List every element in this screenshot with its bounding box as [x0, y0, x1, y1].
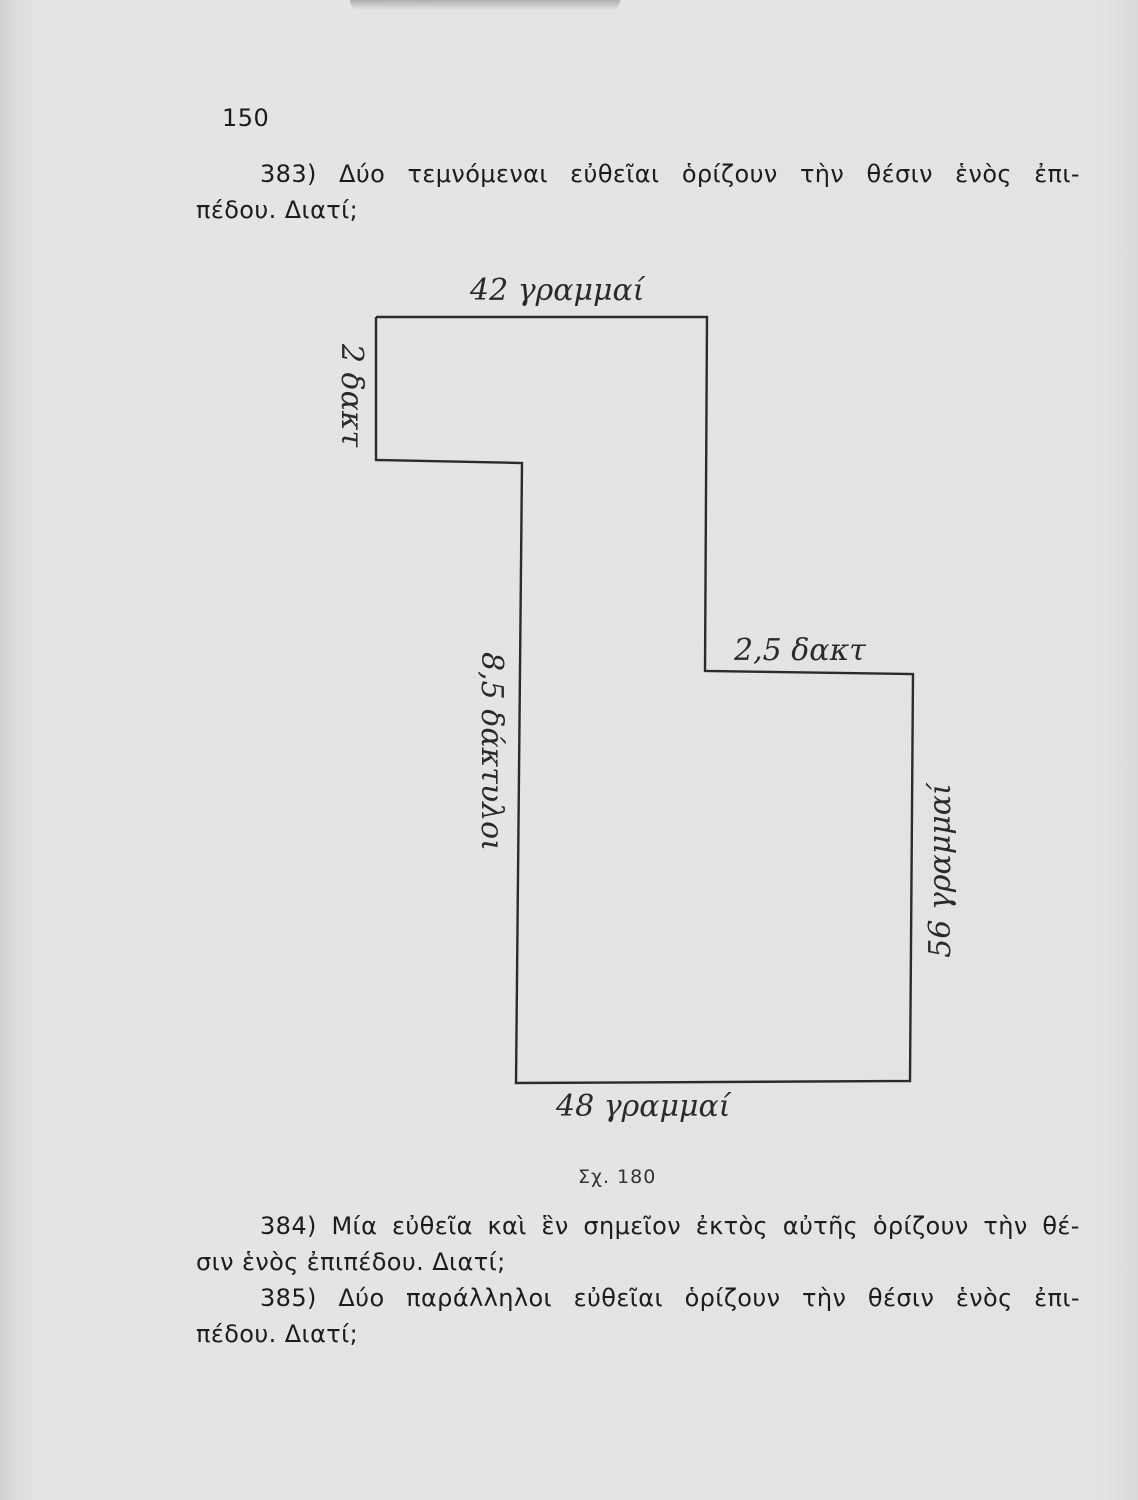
page-number: 150 — [222, 104, 270, 132]
figure-caption: Σχ. 180 — [578, 1166, 657, 1188]
word: ἐπι- — [1034, 160, 1080, 188]
problem-383-number: 383) — [260, 160, 317, 188]
word: εὐθεῖα — [391, 1212, 473, 1240]
word: Δύο — [338, 1284, 385, 1312]
problem-384-line-1 — [196, 1208, 1080, 1244]
word: σημεῖον — [583, 1212, 682, 1240]
word: ὁρίζουν — [872, 1212, 969, 1240]
word: ἑνὸς — [955, 1284, 1013, 1312]
word: καὶ — [487, 1212, 527, 1240]
problem-384-line-2: σιν ἑνὸς ἐπιπέδου. Διατί; — [196, 1248, 506, 1276]
word: αὐτῆς — [782, 1212, 859, 1240]
word: παράλληλοι — [406, 1284, 553, 1312]
word: ἓν — [541, 1212, 569, 1240]
label-step-2-5: 2,5 δακτ — [734, 633, 866, 668]
label-left-2: 2 δακτ — [334, 343, 370, 448]
word: ὁρίζουν — [681, 160, 778, 188]
label-top-42: 42 γραμμαί — [470, 273, 645, 308]
word: εὐθεῖαι — [573, 1284, 664, 1312]
word: τὴν — [799, 160, 845, 188]
word: θέσιν — [867, 1284, 935, 1312]
problem-383-line-2: πέδου. Διατί; — [196, 196, 359, 224]
word: θέ- — [1042, 1212, 1080, 1240]
word: Δύο — [339, 160, 386, 188]
word: Μία — [331, 1212, 378, 1240]
word: θέσιν — [866, 160, 933, 188]
word: ἑνὸς — [955, 160, 1012, 188]
problem-385-number: 385) — [260, 1284, 317, 1312]
problem-384-number: 384) — [260, 1212, 317, 1240]
stepped-shape-outline — [376, 317, 913, 1083]
problem-385 — [196, 1280, 1080, 1352]
word: εὐθεῖαι — [570, 160, 660, 188]
word: ἐπι- — [1034, 1284, 1080, 1312]
problem-384 — [196, 1208, 1080, 1280]
word: τὴν — [802, 1284, 847, 1312]
problem-385-line-2: πέδου. Διατί; — [196, 1320, 359, 1348]
word: ὁρίζουν — [684, 1284, 781, 1312]
word: ἐκτὸς — [695, 1212, 769, 1240]
label-middle-8-5: 8,5 δάκτυλοι — [473, 652, 509, 851]
word: τὴν — [983, 1212, 1028, 1240]
label-right-56: 56 γραμμαί — [922, 783, 958, 958]
word: τεμνόμεναι — [407, 160, 548, 188]
problem-385-line-1 — [196, 1280, 1080, 1316]
label-bottom-48: 48 γραμμαί — [556, 1089, 731, 1124]
